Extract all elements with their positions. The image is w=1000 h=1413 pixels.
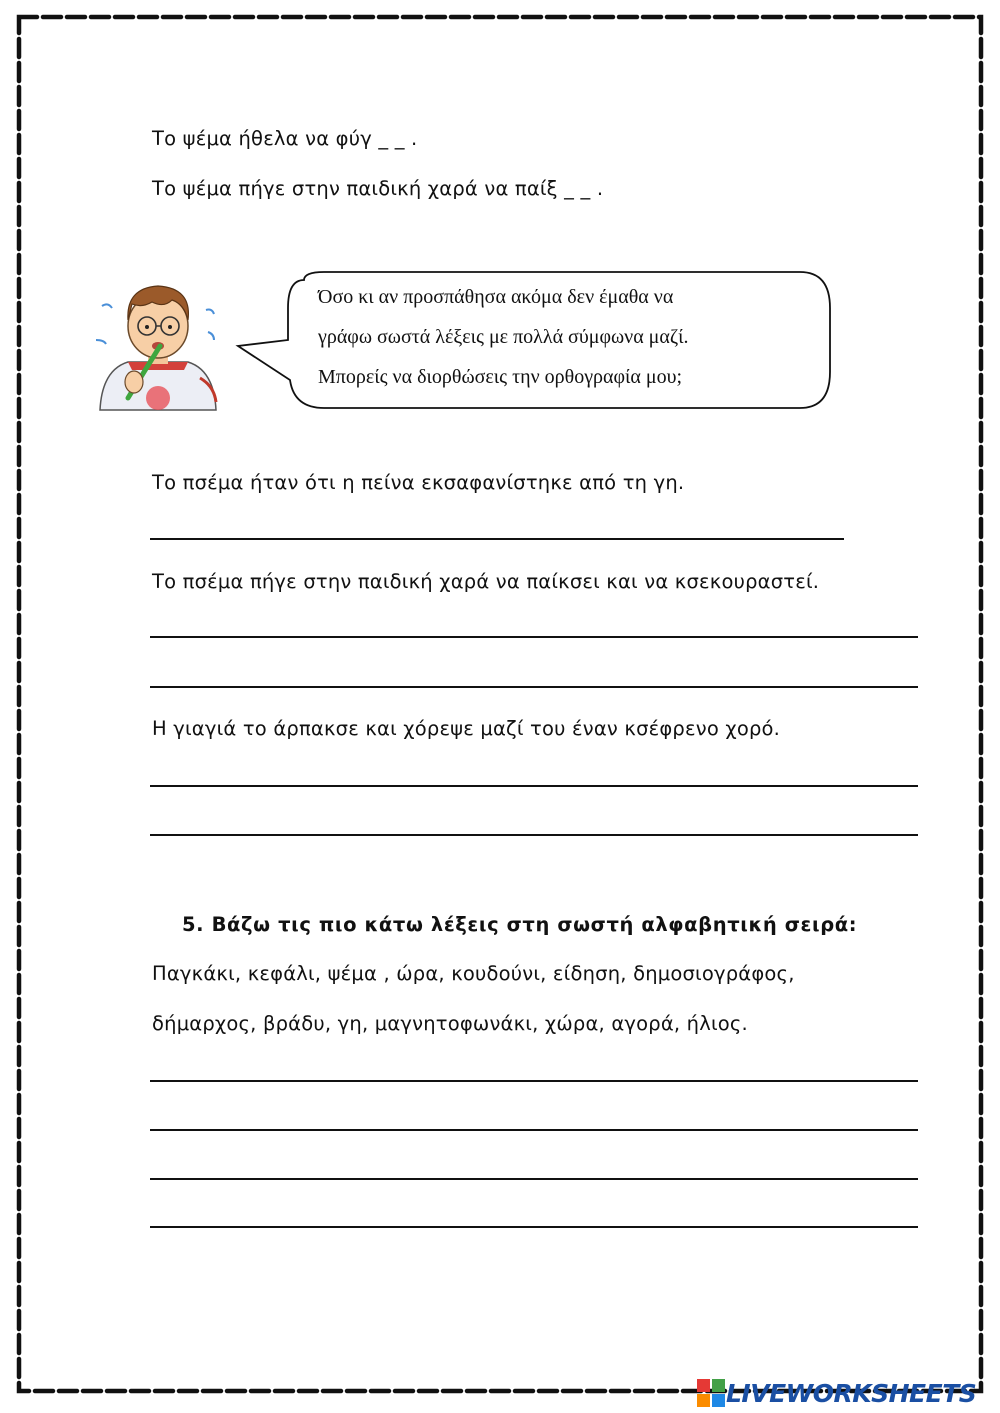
speech-line-3: Μπορείς να διορθώσεις την ορθογραφία μου; [318,366,683,388]
speech-line-2: γράφω σωστά λέξεις με πολλά σύμφωνα μαζί. [318,326,689,348]
speech-line-1: Όσο κι αν προσπάθησα ακόμα δεν έμαθα να [318,286,674,308]
intro-line-2: Το ψέμα πήγε στην παιδική χαρά να παίξ _ _ . [152,177,604,200]
answer-line-8[interactable] [150,1178,918,1180]
answer-line-1[interactable] [150,538,844,540]
liveworksheets-logo-icon [696,1378,726,1408]
answer-line-3[interactable] [150,686,918,688]
exercise-5-title: 5. Βάζω τις πιο κάτω λέξεις στη σωστή αλφαβητική σειρά: [182,913,858,936]
sentence-1: Το πσέμα ήταν ότι η πείνα εκσαφανίστηκε από τη γη. [152,471,685,494]
answer-line-5[interactable] [150,834,918,836]
answer-line-7[interactable] [150,1129,918,1131]
answer-line-2[interactable] [150,636,918,638]
answer-line-4[interactable] [150,785,918,787]
sentence-2: Το πσέμα πήγε στην παιδική χαρά να παίκσει και να κσεκουραστεί. [152,570,820,593]
liveworksheets-logo[interactable] [696,1376,976,1410]
word-list-line-1: Παγκάκι, κεφάλι, ψέμα , ώρα, κουδούνι, είδηση, δημοσιογράφος, [152,962,795,985]
logo-text: LIVEWORKSHEETS [726,1378,977,1408]
sentence-3: Η γιαγιά το άρπακσε και χόρεψε μαζί του έναν κσέφρενο χορό. [152,717,781,740]
boy-illustration [88,270,228,415]
word-list-line-2: δήμαρχος, βράδυ, γη, μαγνητοφωνάκι, χώρα, αγορά, ήλιος. [152,1012,748,1035]
answer-line-9[interactable] [150,1226,918,1228]
answer-line-6[interactable] [150,1080,918,1082]
intro-line-1: Το ψέμα ήθελα να φύγ _ _ . [152,127,418,150]
